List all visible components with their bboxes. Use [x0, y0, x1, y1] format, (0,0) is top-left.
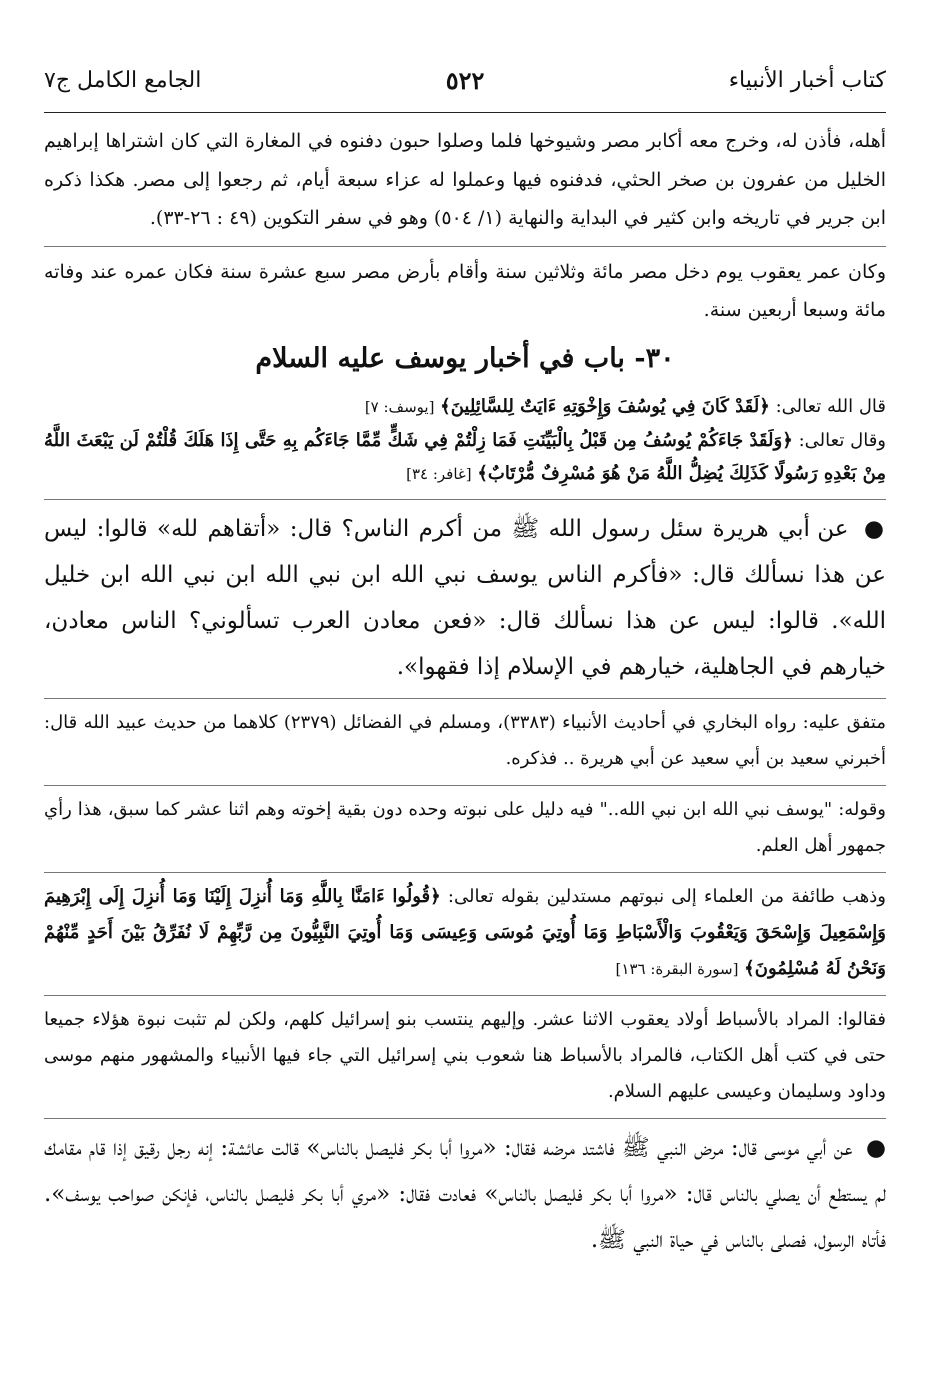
section-divider: [44, 499, 886, 500]
bullet-icon: ●: [865, 1133, 887, 1161]
intro-paragraph-2: وكان عمر يعقوب يوم دخل مصر مائة وثلاثين سنة وأقام بأرض مصر سبع عشرة سنة فكان عمره عند وفاته مائة وسبعا أربعين سنة.: [44, 260, 886, 321]
commentary-paragraph-3: فقالوا: المراد بالأسباط أولاد يعقوب الاثنا عشر. وإليهم ينتسب بنو إسرائيل كلهم، ولكن لم تثبت نبوة هؤلاء جميعا حتى في كتب أهل الكتاب، فالمراد بالأسباط هنا شعوب بني إسرائيل التي جاء فيها الأنبياء والمشهور منهم موسى وداود وسليمان وعيسى عليهم السلام.: [44, 1008, 886, 1102]
verse-line-2: [44, 424, 886, 491]
section-divider: [44, 1118, 886, 1119]
commentary-paragraph-1: وقوله: "يوسف نبي الله ابن نبي الله.." فيه دليل على نبوته وحده دون بقية إخوته وهم اثنا عشر كما سبق، هذا رأي جمهور أهل العلم.: [44, 798, 886, 856]
header-book-title: كتاب أخبار الأنبياء: [728, 67, 886, 93]
section-divider: [44, 785, 886, 786]
hadith-text: عن أبي هريرة سئل رسول الله ﷺ من أكرم الناس؟ قال: «أتقاهم لله» قالوا: ليس عن هذا نسألك قال: «فأكرم الناس يوسف نبي الله ابن نبي الله ابن نبي الله ابن خليل الله». قالوا: ليس عن هذا نسألك قال: «فعن معادن العرب تسألوني؟ الناس معادن، خيارهم في الجاهلية، خيارهم في الإسلام إذا فقهوا».: [44, 515, 886, 680]
header-volume-title: الجامع الكامل ج٧: [44, 67, 202, 93]
verse-reference: [غافر: ٣٤]: [406, 464, 472, 483]
hadith-paragraph-2: [44, 1125, 886, 1263]
verse-reference: [يوسف: ٧]: [364, 397, 435, 416]
page-body: [44, 122, 886, 1263]
verse-prefix: قال الله تعالى:: [775, 395, 886, 417]
takhrij-paragraph: متفق عليه: رواه البخاري في أحاديث الأنبياء (٣٣٨٣)، ومسلم في الفضائل (٢٣٧٩) كلاهما من حديث عبيد الله قال: أخبرني سعيد بن أبي سعيد عن أبي هريرة .. فذكره.: [44, 711, 886, 769]
section-divider: [44, 698, 886, 699]
page-number: ٥٢٢: [445, 65, 485, 95]
paragraph-divider: [44, 246, 886, 247]
verse-line-1: [44, 390, 886, 424]
quran-verse: ﴿لَقَدْ كَانَ فِي يُوسُفَ وَإِخْوَتِهِ ءَايَتٌ لِلسَّائِلِينَ﴾: [440, 395, 770, 417]
quran-verse: ﴿وَلَقَدْ جَاءَكُمْ يُوسُفُ مِن قَبْلُ بِالْبَيِّنَتِ فَمَا زِلْتُمْ فِي شَكٍّ مِّمَّا جَاءَكُم بِهِ حَتَّى إِذَا هَلَكَ قُلْتُمْ لَن يَبْعَثَ اللَّهُ مِنْ بَعْدِهِ رَسُولًا كَذَلِكَ يُضِلُّ اللَّهُ مَنْ هُوَ مُسْرِفٌ مُّرْتَابٌ﴾: [44, 429, 886, 484]
hadith-text: عن أبي موسى قال: مرض النبي ﷺ فاشتد مرضه فقال: «مروا أبا بكر فليصل بالناس» قالت عائشة: إنه رجل رقيق إذا قام مقامك لم يستطع أن يصلي بالناس قال: «مروا أبا بكر فليصل بالناس» فعادت فقال: «مري أبا بكر فليصل بالناس، فإنكن صواحب يوسف». فأتاه الرسول، فصلى بالناس في حياة النبي ﷺ.: [44, 1134, 886, 1253]
verse-prefix: وقال تعالى:: [798, 429, 886, 451]
bullet-icon: ●: [863, 514, 886, 542]
commentary-paragraph-2: [44, 879, 886, 987]
header-rule: [44, 112, 886, 113]
section-divider: [44, 872, 886, 873]
section-divider: [44, 995, 886, 996]
verse-reference: [سورة البقرة: ١٣٦]: [615, 959, 739, 978]
quran-verse: ﴿قُولُوا ءَامَنَّا بِاللَّهِ وَمَا أُنزِلَ إِلَيْنَا وَمَا أُنزِلَ إِلَى إِبْرَهِيمَ وَإِسْمَعِيلَ وَإِسْحَقَ وَيَعْقُوبَ وَالْأَسْبَاطِ وَمَا أُوتِيَ مُوسَى وَعِيسَى وَمَا أُوتِيَ النَّبِيُّونَ مِن رَّبِّهِمْ لَا نُفَرِّقُ بَيْنَ أَحَدٍ مِّنْهُمْ وَنَحْنُ لَهُ مُسْلِمُونَ﴾: [44, 885, 886, 979]
commentary-prefix: وذهب طائفة من العلماء إلى نبوتهم مستدلين بقوله تعالى:: [447, 885, 886, 907]
chapter-title: ٣٠- باب في أخبار يوسف عليه السلام: [255, 342, 675, 374]
page-header: [44, 58, 886, 102]
intro-paragraph: أهله، فأذن له، وخرج معه أكابر مصر وشيوخها فلما وصلوا حبون دفنوه في المغارة التي كان اشتراها إبراهيم الخليل من عفرون بن صخر الحثي، فدفنوه فيها وعملوا له عزاء سبعة أيام، ثم رجعوا إلى مصر. هكذا ذكره ابن جرير في تاريخه وابن كثير في البداية والنهاية (١/ ٥٠٤) وهو في سفر التكوين (٤٩ : ٢٦-٣٣).: [44, 130, 886, 229]
hadith-paragraph-1: [44, 506, 886, 690]
